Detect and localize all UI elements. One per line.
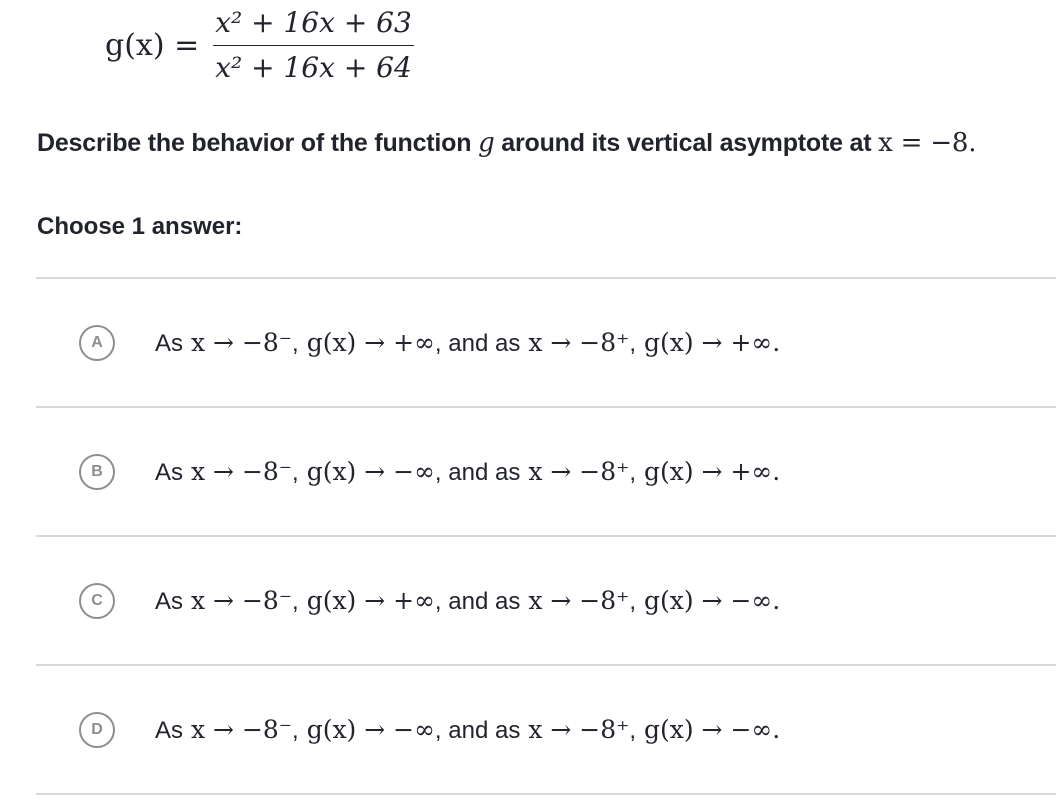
left-result: g(x) → +∞ [306,585,435,615]
choice-d[interactable] [36,664,1056,795]
right-result: g(x) → +∞. [644,327,781,357]
question-asymptote: x = −8. [878,128,977,158]
as-label: As [155,587,184,615]
fraction [213,5,414,86]
and-as-label: , and as [434,587,521,615]
comma: , [292,716,299,744]
and-as-label: , and as [434,716,521,744]
fraction-denominator: x² + 16x + 64 [215,50,412,84]
left-limit: x → −8⁻ [191,456,293,486]
choice-text-c [155,586,780,616]
choice-b[interactable] [36,406,1056,535]
choice-c[interactable] [36,535,1056,664]
choice-letter-a: A [79,325,115,361]
left-limit: x → −8⁻ [191,714,293,744]
right-limit: x → −8⁺ [528,456,630,486]
right-result: g(x) → −∞. [644,714,781,744]
as-label: As [155,458,184,486]
choice-text-a [155,328,780,358]
comma: , [292,587,299,615]
choice-letter-d: D [79,712,115,748]
function-definition [105,0,414,90]
choice-text-d [155,715,780,745]
left-limit: x → −8⁻ [191,327,293,357]
and-as-label: , and as [434,458,521,486]
fraction-numerator: x² + 16x + 63 [213,5,414,46]
comma: , [629,329,636,357]
comma: , [629,587,636,615]
choice-letter-c: C [79,583,115,619]
comma: , [292,458,299,486]
choose-prompt: Choose 1 answer: [37,213,243,240]
right-limit: x → −8⁺ [528,327,630,357]
comma: , [629,716,636,744]
comma: , [292,329,299,357]
left-result: g(x) → −∞ [306,456,435,486]
equation-lhs: g(x) = [105,27,200,63]
choice-text-b [155,457,780,487]
left-result: g(x) → −∞ [306,714,435,744]
right-result: g(x) → +∞. [644,456,781,486]
choice-letter-b: B [79,454,115,490]
answer-choices [36,277,1056,795]
question-func-var: g [478,128,495,158]
right-result: g(x) → −∞. [644,585,781,615]
as-label: As [155,716,184,744]
question-text-after: around its vertical asymptote at [501,129,872,157]
left-result: g(x) → +∞ [306,327,435,357]
question-text [37,128,976,158]
right-limit: x → −8⁺ [528,714,630,744]
comma: , [629,458,636,486]
question-text-before: Describe the behavior of the function [37,129,472,157]
as-label: As [155,329,184,357]
left-limit: x → −8⁻ [191,585,293,615]
choice-a[interactable] [36,277,1056,406]
and-as-label: , and as [434,329,521,357]
right-limit: x → −8⁺ [528,585,630,615]
